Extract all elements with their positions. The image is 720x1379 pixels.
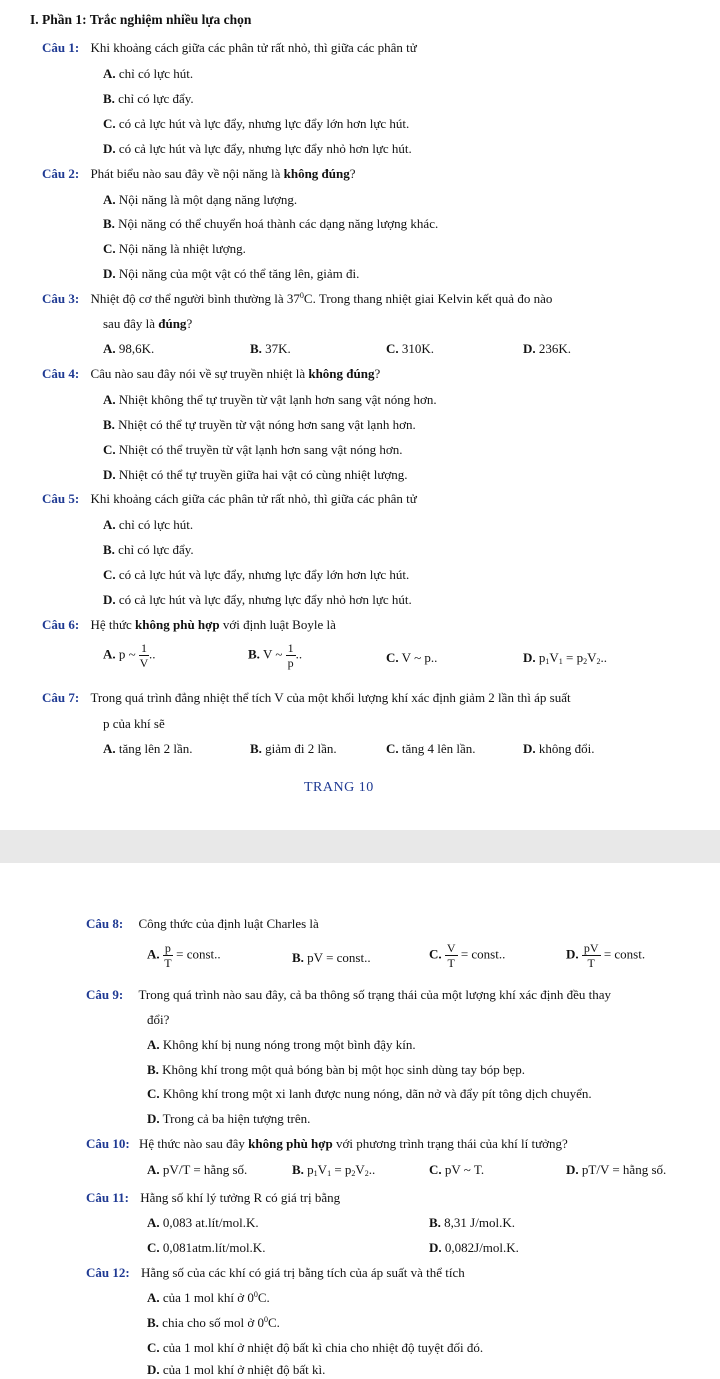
- q8-option-c: C. $\frac{V}{T}$ = const..: [429, 941, 506, 970]
- q3-option-b: B. 37K.: [250, 341, 291, 356]
- q2-option-c: C. Nội năng là nhiệt lượng.: [103, 241, 246, 256]
- question-label: Câu 9:: [86, 987, 124, 1002]
- question-4: [42, 366, 380, 382]
- q9-option-d: D. Trong cả ba hiện tượng trên.: [147, 1111, 311, 1126]
- q7-option-b: B. giảm đi 2 lần.: [250, 741, 337, 756]
- q8-option-b: B. pV = const..: [292, 950, 371, 965]
- question-6: [42, 617, 336, 633]
- q7-option-a: A. tăng lên 2 lần.: [103, 741, 193, 756]
- q3-option-c: C. 310K.: [386, 341, 435, 356]
- fraction-pV-over-T: $\frac{pV}{T}$: [583, 941, 599, 970]
- q12-option-c: C. của 1 mol khí ở nhiệt độ bất kì chia cho nhiệt độ tuyệt đối đó.: [147, 1340, 484, 1355]
- q11-option-b: B. 8,31 J/mol.K.: [429, 1215, 515, 1230]
- question-label: Câu 2:: [42, 166, 80, 181]
- question-text: Hằng số của các khí có giá trị bằng tích của áp suất và thể tích: [140, 1265, 465, 1280]
- q10-option-b: B. $p_1V_1 = p_2V_2$..: [292, 1162, 376, 1178]
- question-label: Câu 10:: [86, 1136, 130, 1151]
- q4-option-d: D. Nhiệt có thể tự truyền giữa hai vật có cùng nhiệt lượng.: [103, 467, 408, 482]
- q10-option-c: C. pV ~ T.: [429, 1162, 485, 1177]
- question-7-line2: p của khí sẽ: [103, 716, 165, 731]
- question-text: Hệ thức nào sau đây không phù hợp với phương trình trạng thái của khí lí tưởng?: [138, 1136, 568, 1151]
- q1-option-c: C. có cả lực hút và lực đẩy, nhưng lực đẩy lớn hơn lực hút.: [103, 116, 410, 131]
- question-text: Công thức của định luật Charles là: [138, 916, 319, 931]
- q3-option-a: A. 98,6K.: [103, 341, 155, 356]
- q11-option-a: A. 0,083 at.lít/mol.K.: [147, 1215, 259, 1230]
- fraction-1-over-V: $\frac{1}{V}$: [139, 641, 149, 670]
- question-11: [86, 1190, 340, 1206]
- q2-option-b: B. Nội năng có thể chuyển hoá thành các dạng năng lượng khác.: [103, 216, 439, 231]
- q12-option-a: A. của 1 mol khí ở $0^0C$.: [147, 1290, 270, 1305]
- q10-option-a: A. pV/T = hằng số.: [147, 1162, 248, 1177]
- page-number: TRANG 10: [304, 780, 374, 795]
- q7-option-d: D. không đổi.: [523, 741, 595, 756]
- question-label: Câu 1:: [42, 40, 80, 55]
- q3-option-d: D. 236K.: [523, 341, 572, 356]
- question-text: Nhiệt độ cơ thể người bình thường là $37^0C$. Trong thang nhiệt giai Kelvin kết quả đo nào: [90, 291, 553, 306]
- question-text: Trong quá trình đẳng nhiệt thể tích V của một khối lượng khí xác định giảm 2 lần thì áp suất: [90, 690, 571, 705]
- q9-option-b: B. Không khí trong một quả bóng bàn bị một học sinh dùng tay bóp bẹp.: [147, 1062, 526, 1077]
- question-3-line2: sau đây là đúng?: [103, 316, 193, 331]
- fraction-1-over-p: $\frac{1}{p}$: [287, 641, 294, 670]
- question-label: Câu 4:: [42, 366, 80, 381]
- q12-option-b: B. chia cho số mol ở $0^0C$.: [147, 1315, 280, 1330]
- question-text: Hằng số khí lý tưởng R có giá trị bằng: [140, 1190, 341, 1205]
- q6-option-d: D. $p_1V_1 = p_2V_2$..: [523, 650, 608, 666]
- page-separator: [0, 830, 720, 863]
- q4-option-c: C. Nhiệt có thể truyền từ vật lạnh hơn sang vật nóng hơn.: [103, 442, 403, 457]
- q11-option-c: C. 0,081atm.lít/mol.K.: [147, 1240, 266, 1255]
- question-label: Câu 12:: [86, 1265, 130, 1280]
- question-text: Phát biểu nào sau đây về nội năng là không đúng?: [90, 166, 356, 181]
- q9-option-a: A. Không khí bị nung nóng trong một bình đậy kín.: [147, 1037, 416, 1052]
- q2-option-a: A. Nội năng là một dạng năng lượng.: [103, 192, 298, 207]
- q8-option-a: A. $\frac{p}{T}$ = const..: [147, 941, 221, 970]
- question-8: [86, 916, 319, 932]
- question-7: [42, 690, 571, 706]
- question-label: Câu 3:: [42, 291, 80, 306]
- q6-option-a: A. p ~ $\frac{1}{V}$ ..: [103, 641, 156, 670]
- question-10: [86, 1136, 568, 1152]
- q12-option-d: D. của 1 mol khí ở nhiệt độ bất kì.: [147, 1362, 326, 1377]
- question-text: Khi khoảng cách giữa các phân tử rất nhỏ, thì giữa các phân tử: [90, 491, 417, 506]
- question-text: Trong quá trình nào sau đây, cả ba thông số trạng thái của một lượng khí xác định đều thay: [138, 987, 612, 1002]
- q5-option-a: A. chỉ có lực hút.: [103, 517, 194, 532]
- q9-option-c: C. Không khí trong một xi lanh được nung nóng, dãn nở và đẩy pít tông dịch chuyển.: [147, 1086, 592, 1101]
- question-label: Câu 5:: [42, 491, 80, 506]
- question-12: [86, 1265, 465, 1281]
- q11-option-d: D. 0,082J/mol.K.: [429, 1240, 519, 1255]
- question-2: [42, 166, 356, 182]
- q5-option-b: B. chỉ có lực đẩy.: [103, 542, 194, 557]
- q5-option-d: D. có cả lực hút và lực đẩy, nhưng lực đẩy nhỏ hơn lực hút.: [103, 592, 412, 607]
- q7-option-c: C. tăng 4 lên lần.: [386, 741, 476, 756]
- q6-option-b: B. V ~ $\frac{1}{p}$ ..: [248, 641, 303, 670]
- q6-option-c: C. V ~ p..: [386, 650, 438, 665]
- question-text: Hệ thức không phù hợp với định luật Boyle là: [90, 617, 336, 632]
- fraction-p-over-T: $\frac{p}{T}$: [164, 941, 172, 970]
- q8-option-d: D. $\frac{pV}{T}$ = const.: [566, 941, 646, 970]
- q1-option-b: B. chỉ có lực đẩy.: [103, 91, 194, 106]
- question-3: [42, 291, 552, 307]
- q2-option-d: D. Nội năng của một vật có thể tăng lên, giảm đi.: [103, 266, 360, 281]
- question-label: Câu 11:: [86, 1190, 129, 1205]
- q10-option-d: D. pT/V = hằng số.: [566, 1162, 667, 1177]
- question-9-line2: đổi?: [147, 1012, 170, 1027]
- question-text: Câu nào sau đây nói về sự truyền nhiệt là không đúng?: [90, 366, 381, 381]
- question-label: Câu 8:: [86, 916, 124, 931]
- section-title: I. Phần 1: Trắc nghiệm nhiều lựa chọn: [30, 12, 252, 27]
- question-1: [42, 40, 417, 56]
- q4-option-a: A. Nhiệt không thể tự truyền từ vật lạnh hơn sang vật nóng hơn.: [103, 392, 437, 407]
- q4-option-b: B. Nhiệt có thể tự truyền từ vật nóng hơn sang vật lạnh hơn.: [103, 417, 416, 432]
- question-label: Câu 6:: [42, 617, 80, 632]
- question-label: Câu 7:: [42, 690, 80, 705]
- q5-option-c: C. có cả lực hút và lực đẩy, nhưng lực đẩy lớn hơn lực hút.: [103, 567, 410, 582]
- question-9: [86, 987, 611, 1003]
- fraction-V-over-T: $\frac{V}{T}$: [446, 941, 456, 970]
- q1-option-a: A. chỉ có lực hút.: [103, 66, 194, 81]
- question-5: [42, 491, 417, 507]
- q1-option-d: D. có cả lực hút và lực đẩy, nhưng lực đẩy nhỏ hơn lực hút.: [103, 141, 412, 156]
- question-text: Khi khoảng cách giữa các phân tử rất nhỏ, thì giữa các phân tử: [90, 40, 417, 55]
